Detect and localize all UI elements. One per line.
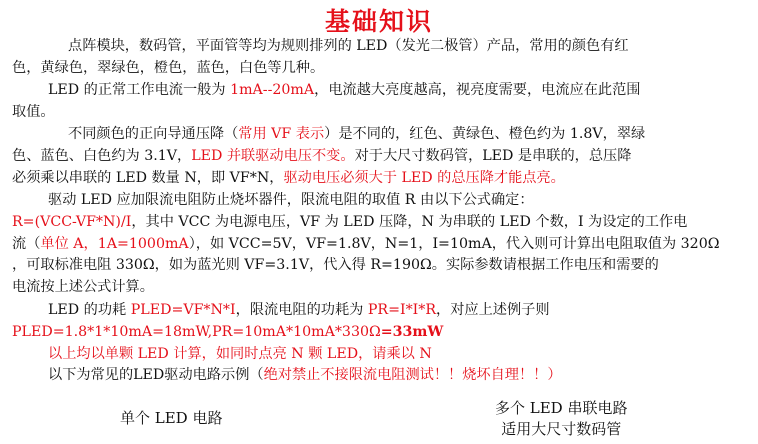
text-span: LED 的功耗: [48, 302, 131, 318]
text-line: 取值。: [12, 103, 55, 120]
caption-line: 适用大尺寸数码管: [501, 420, 622, 438]
caption-single-led: 单个 LED 电路: [120, 409, 223, 427]
led-power-formula: PLED=VF*N*I: [130, 302, 236, 318]
text-line: [12, 168, 752, 190]
text-span: 不同颜色的正向导通压降（: [68, 126, 239, 142]
caption-multi-led: [495, 398, 627, 440]
text-line: [12, 365, 752, 387]
caption-line: 多个 LED 串联电路: [495, 399, 628, 417]
unit-note: 单位 A，1A=1000mA: [40, 235, 189, 252]
text-line: [12, 146, 752, 168]
text-line: ，可取标准电阻 330Ω，如为蓝光则 VF=3.1V，代入得 R=190Ω。实际参数请根据工作电压和需要的: [12, 257, 659, 274]
paragraph-power: [12, 300, 752, 387]
text-line: 驱动 LED 应加限流电阻防止烧坏器件，限流电阻的取值 R 由以下公式确定：: [48, 192, 534, 208]
resistor-power-formula: PR=I*I*R: [367, 302, 437, 318]
text-span: ，电流越大亮度越高，视亮度需要，电流应在此范围: [314, 82, 641, 98]
resistor-formula: R=(VCC-VF*N)/I: [12, 213, 132, 230]
power-result: =33mW: [380, 323, 444, 340]
text-span: 色、蓝色、白色约为 3.1V，: [12, 147, 192, 164]
text-line: [12, 80, 752, 102]
text-line: [12, 300, 752, 322]
text-line: 电流按上述公式计算。: [12, 279, 154, 296]
text-line: [12, 322, 752, 344]
paragraph-voltage: [12, 124, 752, 189]
text-line: 色，黄绿色，翠绿色，橙色，蓝色，白色等几种。: [12, 59, 325, 76]
text-span: 以下为常见的LED驱动电路示例（: [48, 367, 264, 384]
power-example: PLED=1.8*1*10mA=18mW,PR=10mA*10mA*330Ω: [12, 323, 381, 340]
page-title: 基础知识: [324, 7, 433, 36]
text-span: ），如 VCC=5V，VF=1.8V，N=1，I=10mA，代入则可计算出电阻取值为 320Ω: [188, 235, 720, 252]
paragraph-intro: [12, 36, 752, 80]
text-line: [12, 124, 752, 146]
text-span: ，对应上述例子则: [436, 302, 550, 318]
paragraph-current: [12, 80, 752, 124]
current-range: 1mA--20mA: [230, 82, 315, 98]
warning-note: 绝对禁止不接限流电阻测试！！烧坏自理！！）: [263, 367, 562, 384]
text-line: [12, 234, 752, 256]
text-span: ，其中 VCC 为电源电压，VF 为 LED 压降，N 为串联的 LED 个数，I 为设定的工作电: [131, 213, 688, 230]
text-span: LED 的正常工作电流一般为: [48, 82, 231, 98]
multi-led-note: 以上均以单颗 LED 计算，如同时点亮 N 颗 LED，请乘以 N: [48, 345, 432, 362]
vf-note: 常用 VF 表示: [238, 126, 325, 142]
paragraph-resistor: [12, 190, 752, 299]
text-span: ，限流电阻的功耗为: [235, 302, 368, 318]
text-span: 必须乘以串联的 LED 数量 N，即 VF*N，: [12, 169, 284, 186]
text-line: 点阵模块，数码管，平面管等均为规则排列的 LED（发光二极管）产品，常用的颜色有红: [68, 38, 629, 54]
text-line: [12, 212, 752, 234]
text-span: 对于大尺寸数码管，LED 是串联的，总压降: [354, 147, 632, 164]
parallel-note: LED 并联驱动电压不变。: [191, 147, 355, 164]
text-span: 流（: [12, 235, 41, 252]
drive-voltage-note: 驱动电压必须大于 LED 的总压降才能点亮。: [283, 169, 565, 186]
text-span: ）是不同的，红色、黄绿色、橙色约为 1.8V，翠绿: [324, 126, 646, 142]
